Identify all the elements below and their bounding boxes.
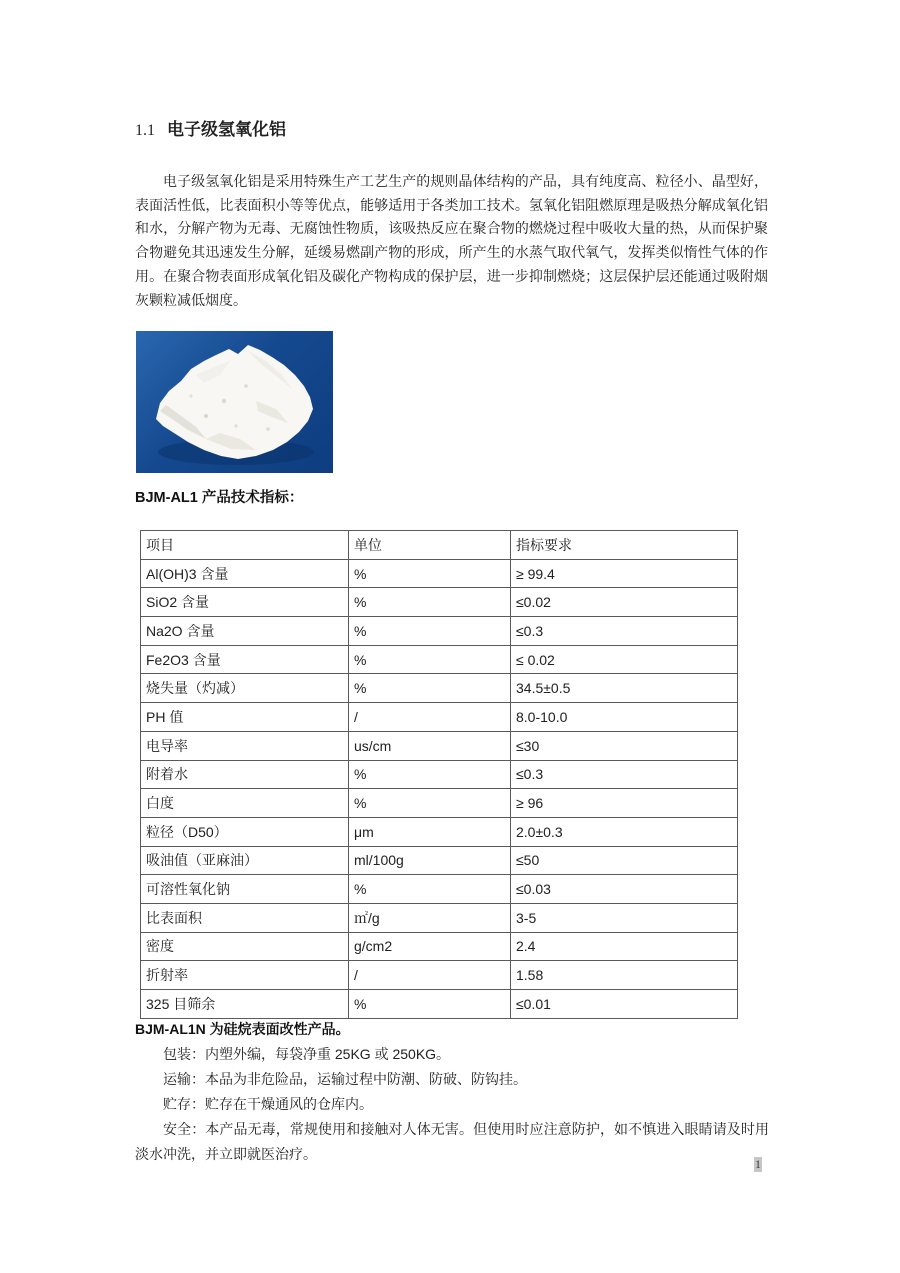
table-cell: Al(OH)3 含量 [141,559,349,588]
table-cell: / [349,961,511,990]
table-cell: 325 目筛余 [141,990,349,1019]
table-row [141,588,738,617]
table-row [141,903,738,932]
table-row [141,760,738,789]
table-cell: % [349,789,511,818]
table-cell: 3-5 [511,903,738,932]
transport-note: 运输：本品为非危险品，运输过程中防潮、防破、防钩挂。 [163,1071,527,1087]
header-item: 项目 [141,531,349,560]
table-cell: 白度 [141,789,349,818]
table-cell: ≤0.03 [511,875,738,904]
table-cell: g/cm2 [349,932,511,961]
table-cell: ≥ 96 [511,789,738,818]
table-cell: ㎡/g [349,903,511,932]
table-cell: 2.4 [511,932,738,961]
table-cell: % [349,674,511,703]
spec-table-header-row [141,531,738,560]
table-row [141,990,738,1019]
table-cell: 粒径（D50） [141,817,349,846]
table-cell: ≤0.01 [511,990,738,1019]
header-requirement: 指标要求 [511,531,738,560]
table-row [141,789,738,818]
table-cell: % [349,559,511,588]
powder-pile-illustration [136,331,333,473]
table-cell: ≤30 [511,731,738,760]
header-unit: 单位 [349,531,511,560]
storage-note: 贮存：贮存在干燥通风的仓库内。 [163,1096,373,1112]
table-cell: % [349,588,511,617]
modified-product-note: BJM-AL1N 为硅烷表面改性产品。 [135,1021,350,1037]
section-heading [135,118,775,143]
page-number: 1 [755,1157,761,1171]
table-cell: / [349,703,511,732]
table-cell: ≤ 0.02 [511,645,738,674]
notes-block [135,1017,769,1167]
table-cell: 密度 [141,932,349,961]
table-cell: us/cm [349,731,511,760]
table-cell: 比表面积 [141,903,349,932]
table-row [141,932,738,961]
table-cell: 34.5±0.5 [511,674,738,703]
table-cell: 烧失量（灼减） [141,674,349,703]
intro-paragraph: 电子级氢氧化铝是采用特殊生产工艺生产的规则晶体结构的产品，具有纯度高、粒径小、晶型好，表面活性低，比表面积小等等优点，能够适用于各类加工技术。氢氧化铝阻燃原理是吸热分解成氧化铝和水，分解产物为无毒、无腐蚀性物质，该吸热反应在聚合物的燃烧过程中吸收大量的热，从而保护聚合物避免其迅速发生分解，延缓易燃副产物的形成，所产生的水蒸气取代氧气，发挥类似惰性气体的作用。在聚合物表面形成氧化铝及碳化产物构成的保护层，进一步抑制燃烧；这层保护层还能通过吸附烟灰颗粒减低烟度。 [135,173,768,308]
safety-note: 安全：本产品无毒，常规使用和接触对人体无害。但使用时应注意防护，如不慎进入眼睛请及时用淡水冲洗，并立即就医治疗。 [135,1121,769,1162]
table-cell: ≥ 99.4 [511,559,738,588]
table-cell: 附着水 [141,760,349,789]
table-row [141,961,738,990]
table-cell: 电导率 [141,731,349,760]
table-cell: ≤50 [511,846,738,875]
table-row [141,559,738,588]
table-row [141,645,738,674]
table-cell: PH 值 [141,703,349,732]
table-cell: 8.0-10.0 [511,703,738,732]
table-cell: % [349,875,511,904]
table-cell: Fe2O3 含量 [141,645,349,674]
table-cell: ml/100g [349,846,511,875]
table-cell: % [349,990,511,1019]
product-powder-image [136,331,333,473]
table-cell: SiO2 含量 [141,588,349,617]
table-row [141,703,738,732]
table-cell: % [349,760,511,789]
table-cell: % [349,617,511,646]
table-row [141,846,738,875]
table-cell: Na2O 含量 [141,617,349,646]
section-number: 1.1 [135,122,155,139]
table-cell: % [349,645,511,674]
spec-table [140,530,738,1019]
table-cell: 可溶性氧化钠 [141,875,349,904]
table-cell: ≤0.3 [511,760,738,789]
table-cell: 折射率 [141,961,349,990]
section-title: 电子级氢氧化铝 [167,120,286,139]
packaging-note: 包装：内塑外编，每袋净重 25KG 或 250KG。 [163,1046,451,1062]
table-row [141,875,738,904]
table-row [141,731,738,760]
spec-table-title: BJM-AL1 产品技术指标： [135,490,304,506]
table-cell: 吸油值（亚麻油） [141,846,349,875]
table-cell: 1.58 [511,961,738,990]
spec-table-body [141,559,738,1018]
table-row [141,817,738,846]
table-cell: 2.0±0.3 [511,817,738,846]
table-row [141,674,738,703]
table-cell: ≤0.3 [511,617,738,646]
table-cell: μm [349,817,511,846]
table-row [141,617,738,646]
table-cell: ≤0.02 [511,588,738,617]
